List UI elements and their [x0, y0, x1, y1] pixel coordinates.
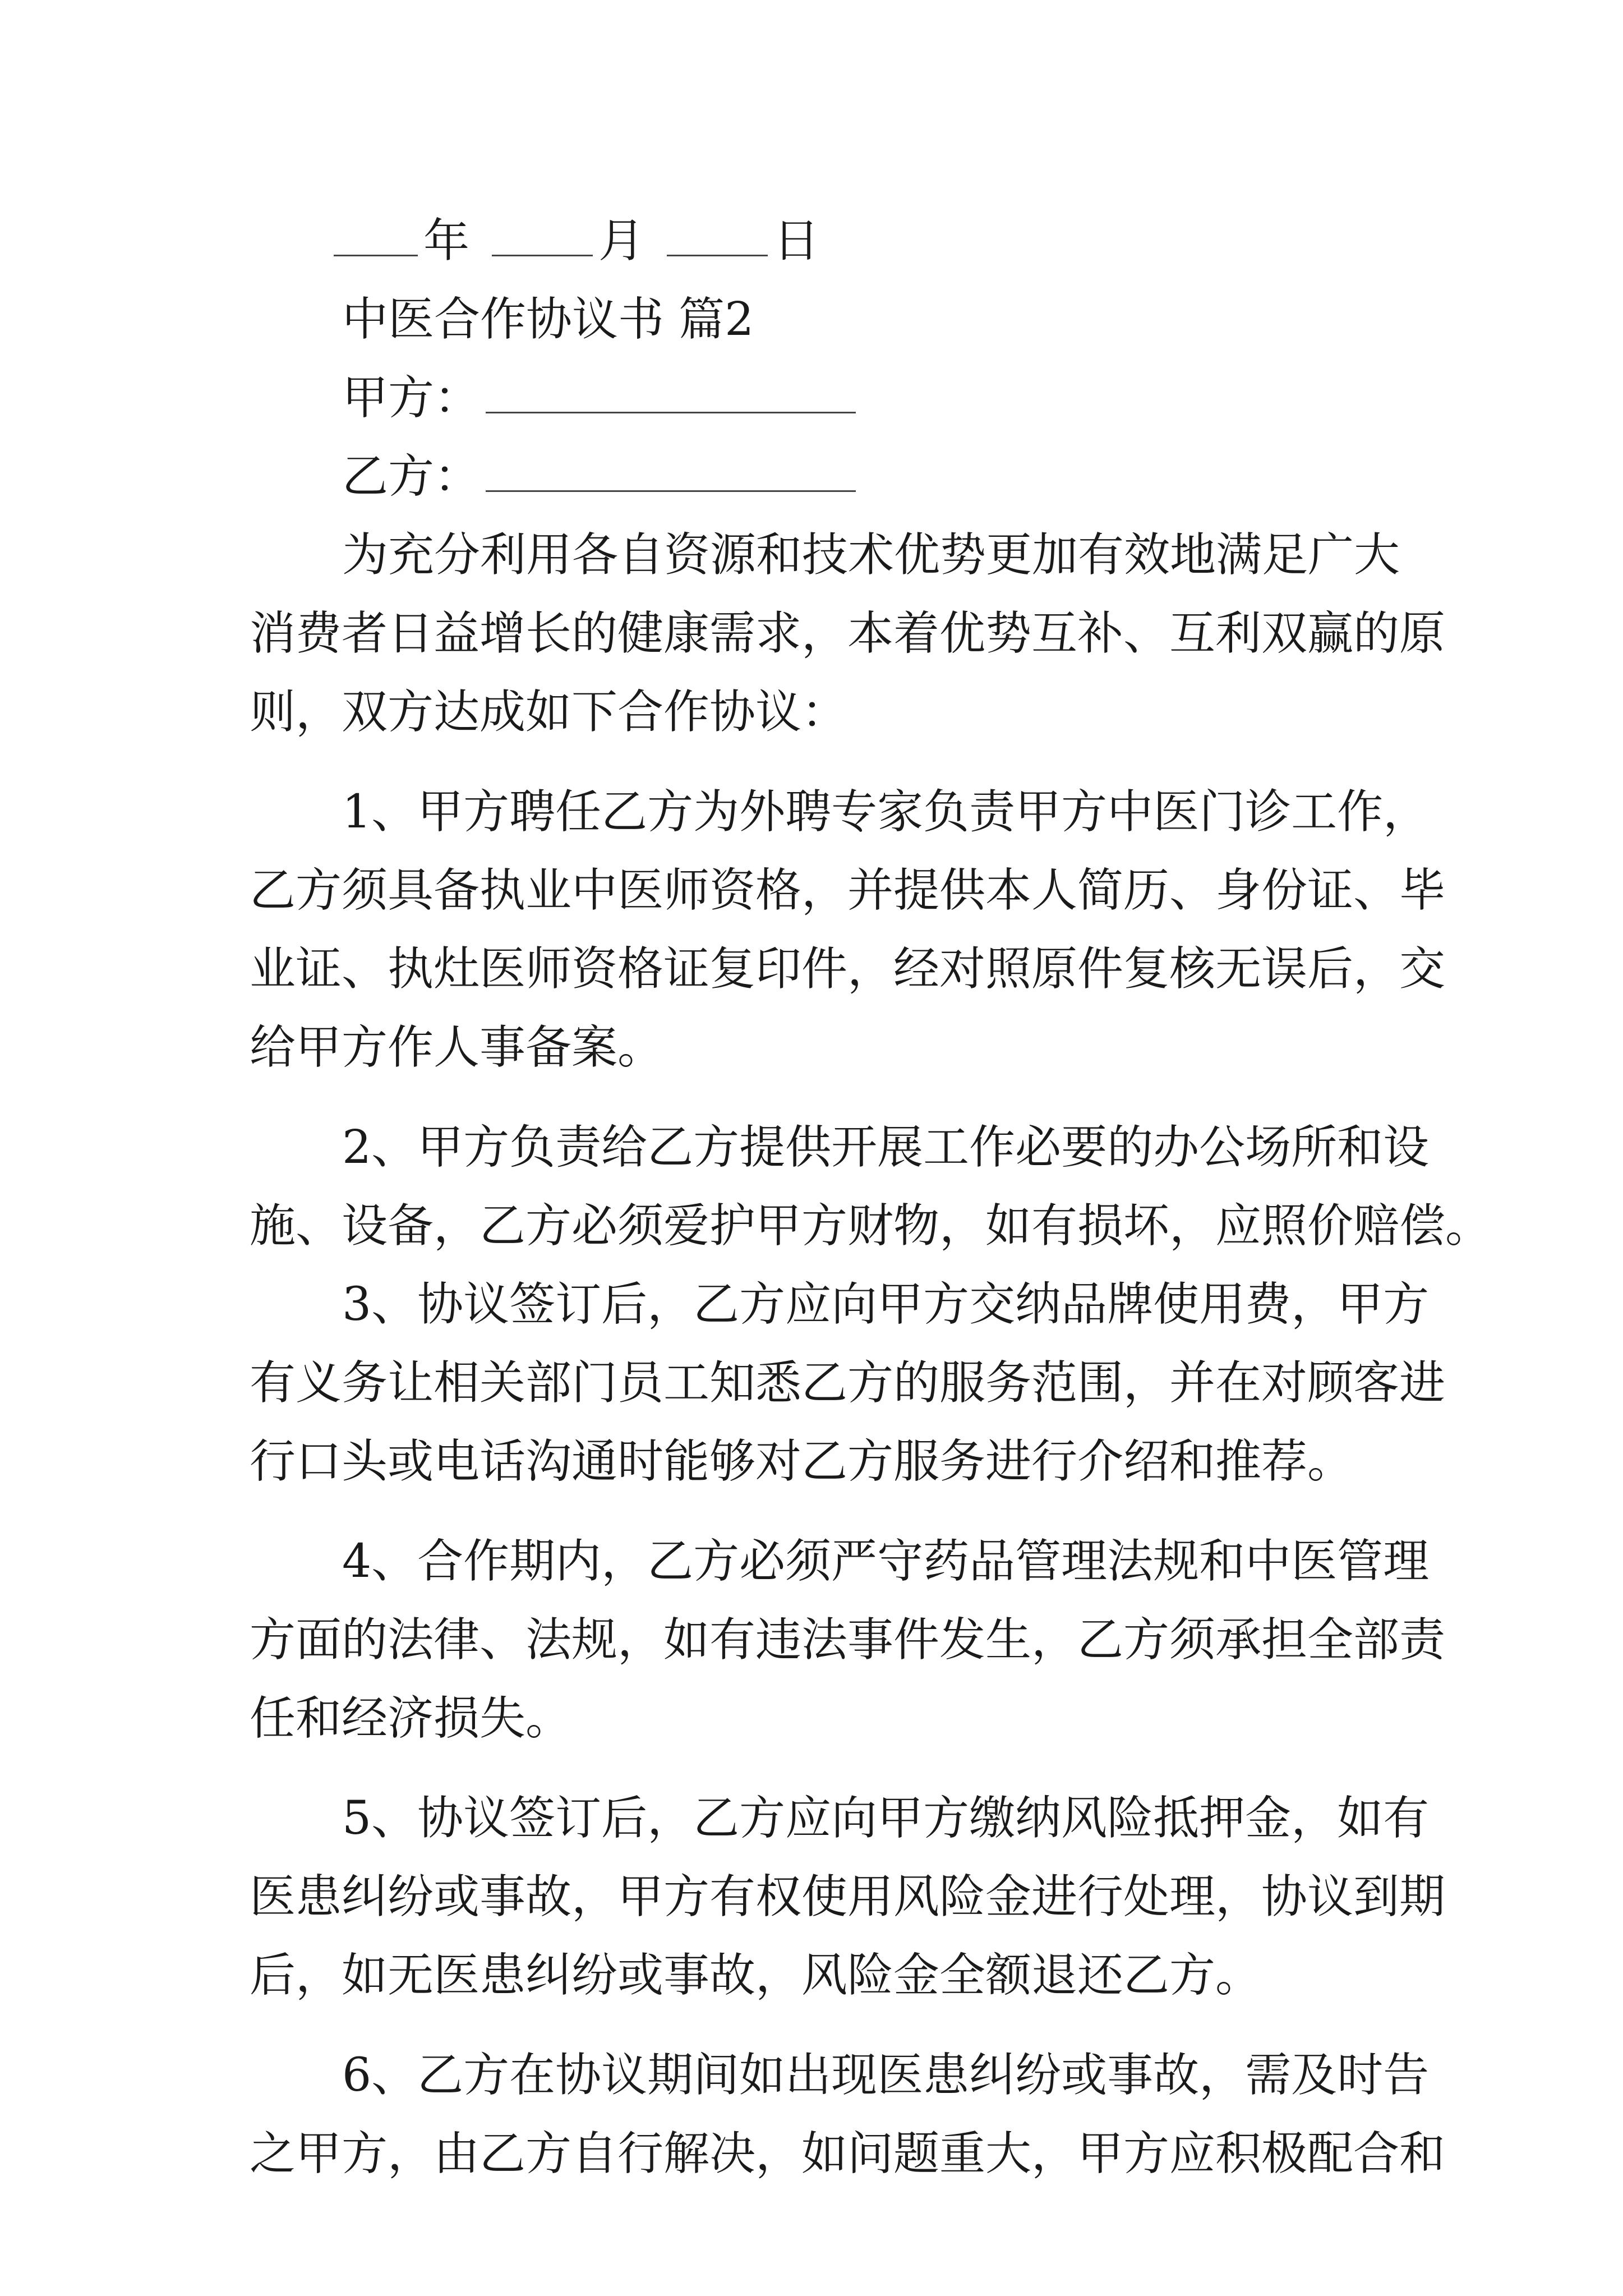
intro-line: 则，双方达成如下合作协议：	[250, 685, 848, 739]
clause-1	[250, 773, 1446, 1087]
clause-line: 6、乙方在协议期间如出现医患纠纷或事故，需及时告	[342, 2049, 1430, 2102]
clause-line: 给甲方作人事备案。	[250, 1021, 664, 1074]
intro-line: 为充分利用各自资源和技术优势更加有效地满足广大	[342, 528, 1400, 582]
month-label: 月	[598, 214, 645, 268]
party-a-blank[interactable]	[486, 372, 856, 413]
clause-line: 之甲方，由乙方自行解决，如问题重大，甲方应积极配合和	[250, 2127, 1446, 2180]
clause-line: 2、甲方负责给乙方提供开展工作必要的办公场所和设	[342, 1121, 1430, 1174]
clause-line: 行口头或电话沟通时能够对乙方服务进行介绍和推荐。	[250, 1435, 1354, 1488]
clause-line: 业证、执灶医师资格证复印件，经对照原件复核无误后，交	[250, 942, 1446, 996]
clause-line: 医患纠纷或事故，甲方有权使用风险金进行处理，协议到期	[250, 1870, 1446, 1924]
clause-line: 3、协议签订后，乙方应向甲方交纳品牌使用费，甲方	[342, 1278, 1430, 1331]
clause-3	[250, 1266, 1446, 1501]
party-a-line	[250, 359, 1382, 438]
clause-6	[250, 2036, 1446, 2193]
day-label: 日	[773, 214, 820, 268]
year-blank[interactable]	[334, 215, 418, 256]
clause-line: 1、甲方聘任乙方为外聘专家负责甲方中医门诊工作，	[342, 785, 1430, 839]
intro-line: 消费者日益增长的健康需求，本着优势互补、互利双赢的原	[250, 607, 1446, 660]
clause-line: 乙方须具备执业中医师资格，并提供本人简历、身份证、毕	[250, 864, 1446, 917]
party-b-line	[250, 438, 1382, 516]
intro-paragraph	[250, 516, 1446, 752]
month-blank[interactable]	[492, 215, 593, 256]
party-a-label: 甲方：	[342, 371, 481, 425]
clause-line: 4、合作期内，乙方必须严守药品管理法规和中医管理	[342, 1535, 1430, 1588]
clause-line: 任和经济损失。	[250, 1692, 572, 1745]
day-blank[interactable]	[667, 215, 768, 256]
clause-line: 有义务让相关部门员工知悉乙方的服务范围，并在对顾客进	[250, 1356, 1446, 1410]
clause-line: 方面的法律、法规，如有违法事件发生，乙方须承担全部责	[250, 1613, 1446, 1667]
year-label: 年	[423, 214, 470, 268]
clause-line: 后，如无医患纠纷或事故，风险金全额退还乙方。	[250, 1949, 1262, 2002]
clause-line: 施、设备，乙方必须爱护甲方财物，如有损坏，应照价赔偿。	[250, 1199, 1492, 1253]
clause-2	[250, 1108, 1492, 1266]
clause-5	[250, 1779, 1446, 2015]
date-line	[250, 202, 1382, 280]
document-body	[250, 202, 1492, 2193]
document-heading: 中医合作协议书 篇2	[342, 293, 754, 346]
party-b-label: 乙方：	[342, 450, 481, 503]
clause-4	[250, 1522, 1446, 1758]
clause-line: 5、协议签订后，乙方应向甲方缴纳风险抵押金，如有	[342, 1792, 1430, 1845]
party-b-blank[interactable]	[486, 451, 856, 492]
